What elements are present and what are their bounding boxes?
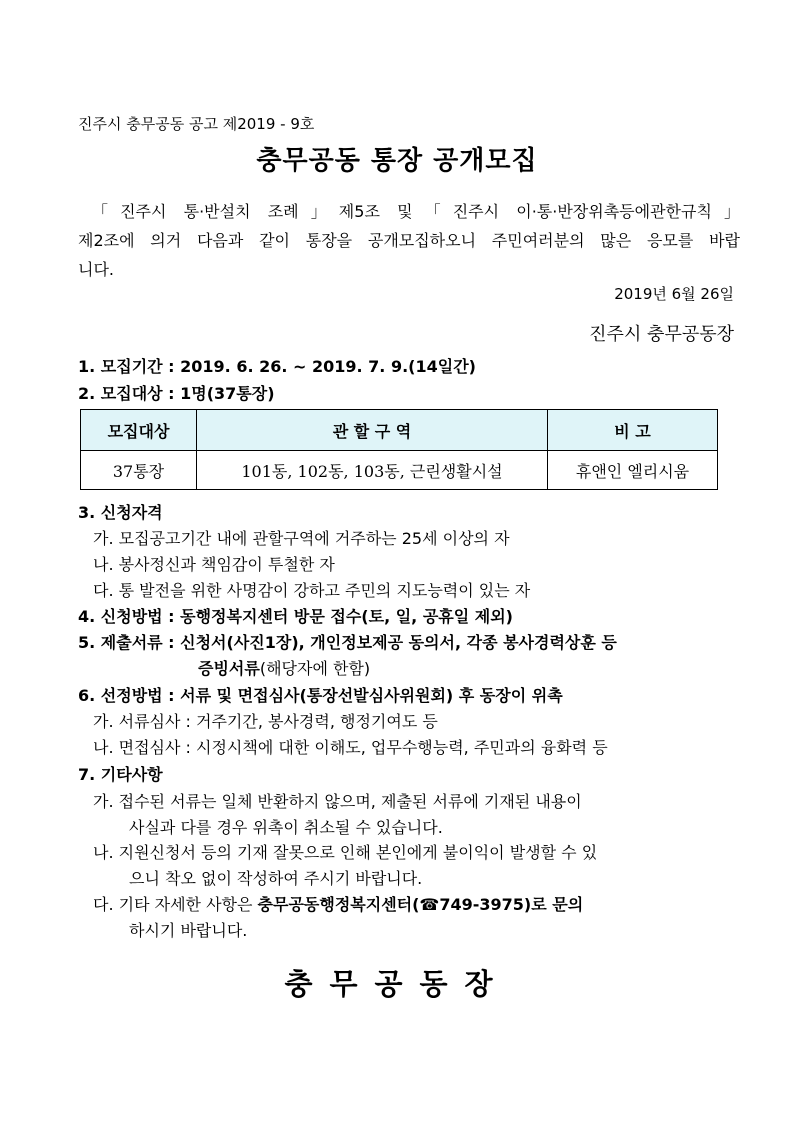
list-item [93, 892, 583, 915]
list-item: 나. 지원신청서 등의 기재 잘못으로 인해 본인에게 불이익이 발생할 수 있 [93, 843, 598, 862]
footer-signature: 충무공동장 [284, 967, 510, 1001]
list-item-cont: 으니 착오 없이 작성하여 주시기 바랍니다. [129, 869, 423, 888]
issuer: 진주시 충무공동장 [589, 324, 734, 345]
list-item-cont: 하시기 바랍니다. [129, 921, 248, 940]
table-cell: 37통장 [81, 451, 197, 490]
section-recruit-period: 1. 모집기간 : 2019. 6. 26. ~ 2019. 7. 9.(14일간) [78, 357, 476, 376]
intro-line-1: 「진주시 통·반설치 조례」제5조 및「진주시 이·통·반장위촉등에관한규칙」 [92, 202, 740, 221]
list-item: 가. 모집공고기간 내에 관할구역에 거주하는 25세 이상의 자 [93, 529, 510, 548]
table-row [81, 451, 718, 490]
section-recruit-target: 2. 모집대상 : 1명(37통장) [78, 384, 275, 403]
table-cell: 101동, 102동, 103동, 근린생활시설 [197, 451, 548, 490]
documents-note: (해당자에 한함) [259, 659, 371, 678]
section-qualification: 3. 신청자격 [78, 503, 163, 522]
list-item: 가. 서류심사 : 거주기간, 봉사경력, 행정기여도 등 [93, 712, 438, 731]
list-item: 나. 봉사정신과 책임감이 투철한 자 [93, 555, 335, 574]
section-documents-cont [198, 656, 370, 679]
notice-number: 진주시 충무공동 공고 제2019 - 9호 [78, 115, 315, 133]
intro-paragraph [78, 197, 740, 284]
recruit-table [80, 409, 718, 490]
documents-bold: 증빙서류 [198, 659, 260, 678]
list-item: 나. 면접심사 : 시정시책에 대한 이해도, 업무수행능력, 주민과의 융화력 등 [93, 738, 608, 757]
table-header-cell: 비 고 [548, 410, 718, 451]
section-documents: 5. 제출서류 : 신청서(사진1장), 개인정보제공 동의서, 각종 봉사경력상훈 등 [78, 633, 617, 652]
intro-line-3: 니다. [78, 260, 114, 279]
table-header-row [81, 410, 718, 451]
section-other: 7. 기타사항 [78, 765, 163, 784]
section-application-method: 4. 신청방법 : 동행정복지센터 방문 접수(토, 일, 공휴일 제외) [78, 607, 513, 626]
list-item: 가. 접수된 서류는 일체 반환하지 않으며, 제출된 서류에 기재된 내용이 [93, 792, 582, 811]
list-item: 다. 통 발전을 위한 사명감이 강하고 주민의 지도능력이 있는 자 [93, 581, 531, 600]
notice-date: 2019년 6월 26일 [614, 285, 734, 303]
contact-info: 충무공동행정복지센터(☎749-3975)로 문의 [257, 895, 584, 914]
section-selection: 6. 선정방법 : 서류 및 면접심사(통장선발심사위원회) 후 동장이 위촉 [78, 686, 563, 705]
table-header-cell: 모집대상 [81, 410, 197, 451]
table-header-cell: 관 할 구 역 [197, 410, 548, 451]
table-cell: 휴앤인 엘리시움 [548, 451, 718, 490]
contact-prefix: 다. 기타 자세한 사항은 [93, 895, 258, 914]
intro-line-2: 제2조에 의거 다음과 같이 통장을 공개모집하오니 주민여러분의 많은 응모를 바랍 [78, 231, 740, 250]
document-title: 충무공동 통장 공개모집 [256, 146, 538, 176]
list-item-cont: 사실과 다를 경우 위촉이 취소될 수 있습니다. [129, 818, 443, 837]
